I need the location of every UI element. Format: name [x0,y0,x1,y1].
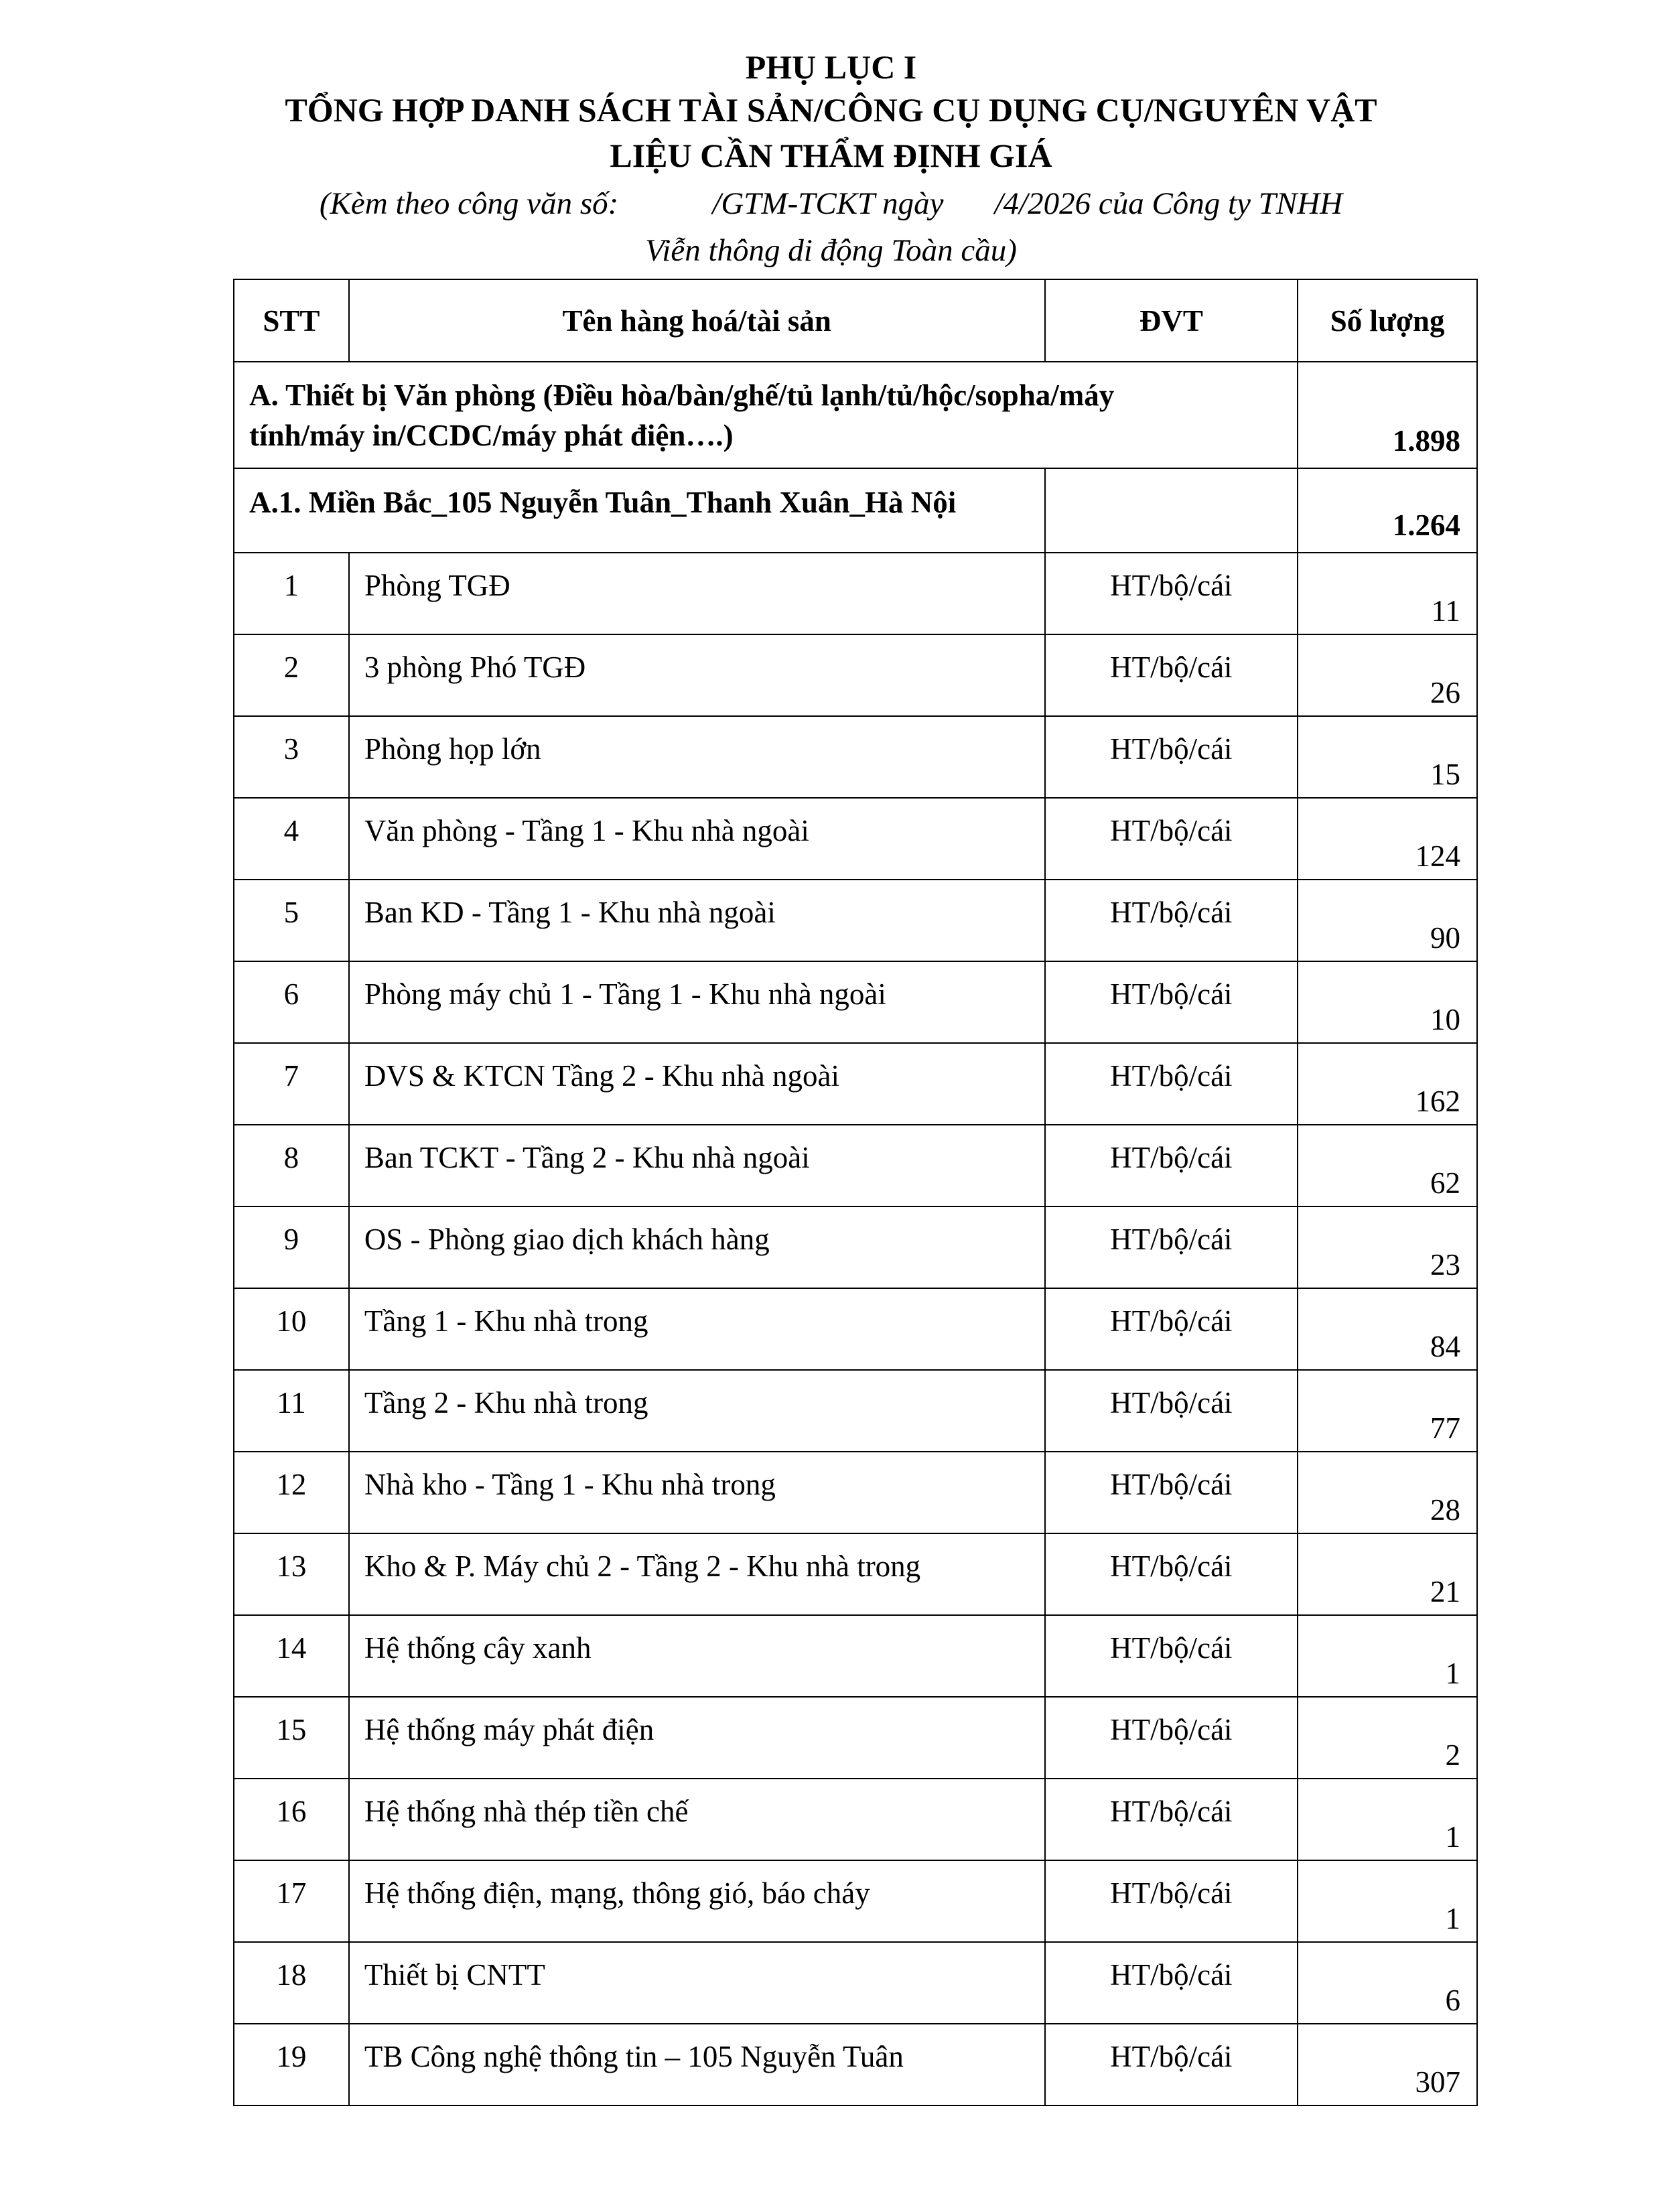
row-name: Phòng máy chủ 1 - Tầng 1 - Khu nhà ngoài [349,961,1045,1043]
row-name: Văn phòng - Tầng 1 - Khu nhà ngoài [349,798,1045,880]
row-stt: 5 [234,880,349,961]
row-qty: 21 [1298,1533,1477,1615]
table-row [234,1860,1477,1942]
row-stt: 1 [234,553,349,634]
row-qty: 1 [1298,1860,1477,1942]
appendix-title: PHỤ LỤC I [745,48,917,86]
row-stt: 8 [234,1125,349,1206]
row-qty: 77 [1298,1370,1477,1452]
header-qty: Số lượng [1298,279,1477,362]
table-row [234,553,1477,634]
section-a1-label [234,468,1045,553]
table-row [234,1615,1477,1697]
row-unit: HT/bộ/cái [1045,716,1298,798]
row-stt: 18 [234,1942,349,2024]
table-row [234,1206,1477,1288]
row-qty: 1 [1298,1615,1477,1697]
row-unit: HT/bộ/cái [1045,1942,1298,2024]
row-qty: 2 [1298,1697,1477,1779]
section-a1-unit-empty [1045,468,1298,553]
row-stt: 10 [234,1288,349,1370]
row-qty: 162 [1298,1043,1477,1125]
row-name: TB Công nghệ thông tin – 105 Nguyễn Tuân [349,2024,1045,2105]
row-name: 3 phòng Phó TGĐ [349,634,1045,716]
row-stt: 9 [234,1206,349,1288]
row-stt: 15 [234,1697,349,1779]
reference-prefix: (Kèm theo công văn số: [319,186,619,221]
row-unit: HT/bộ/cái [1045,1697,1298,1779]
table-header-row [234,279,1477,362]
section-a1-text: A.1. Miền Bắc_105 Nguyễn Tuân_Thanh Xuân_Hà Nội [249,486,957,519]
reference-line-1 [0,182,1662,225]
row-stt: 11 [234,1370,349,1452]
row-qty: 15 [1298,716,1477,798]
row-name: Tầng 1 - Khu nhà trong [349,1288,1045,1370]
row-qty: 84 [1298,1288,1477,1370]
row-unit: HT/bộ/cái [1045,1125,1298,1206]
row-stt: 17 [234,1860,349,1942]
row-stt: 6 [234,961,349,1043]
row-name: Ban KD - Tầng 1 - Khu nhà ngoài [349,880,1045,961]
row-stt: 4 [234,798,349,880]
table-row [234,880,1477,961]
row-unit: HT/bộ/cái [1045,553,1298,634]
table-row [234,1533,1477,1615]
row-unit: HT/bộ/cái [1045,1779,1298,1860]
section-a-line-1: A. Thiết bị Văn phòng (Điều hòa/bàn/ghế/tủ lạnh/tủ/hộc/sopha/máy [249,378,1115,412]
row-stt: 13 [234,1533,349,1615]
row-name: Hệ thống máy phát điện [349,1697,1045,1779]
row-qty: 26 [1298,634,1477,716]
asset-table [233,279,1478,2106]
row-qty: 307 [1298,2024,1477,2105]
row-name: DVS & KTCN Tầng 2 - Khu nhà ngoài [349,1043,1045,1125]
row-stt: 3 [234,716,349,798]
header-stt: STT [234,279,349,362]
reference-date-company: /4/2026 của Công ty TNHH [994,186,1343,221]
document-heading-line-2: LIỆU CẦN THẨM ĐỊNH GIÁ [610,137,1052,174]
header-name: Tên hàng hoá/tài sản [349,279,1045,362]
table-row [234,1942,1477,2024]
section-a1-row [234,468,1477,553]
row-qty: 11 [1298,553,1477,634]
row-unit: HT/bộ/cái [1045,1860,1298,1942]
section-a-qty: 1.898 [1298,362,1477,468]
row-unit: HT/bộ/cái [1045,634,1298,716]
table-row [234,1043,1477,1125]
table-row [234,1452,1477,1533]
row-stt: 7 [234,1043,349,1125]
row-qty: 6 [1298,1942,1477,2024]
row-qty: 90 [1298,880,1477,961]
reference-code: /GTM-TCKT ngày [712,186,944,221]
table-row [234,1697,1477,1779]
row-name: Hệ thống cây xanh [349,1615,1045,1697]
row-unit: HT/bộ/cái [1045,1452,1298,1533]
table-row [234,798,1477,880]
reference-line-2: Viễn thông di động Toàn cầu) [645,233,1017,268]
row-name: OS - Phòng giao dịch khách hàng [349,1206,1045,1288]
section-a1-qty: 1.264 [1298,468,1477,553]
row-name: Nhà kho - Tầng 1 - Khu nhà trong [349,1452,1045,1533]
table-row [234,1779,1477,1860]
row-unit: HT/bộ/cái [1045,1288,1298,1370]
table-row [234,1125,1477,1206]
row-name: Phòng họp lớn [349,716,1045,798]
row-unit: HT/bộ/cái [1045,2024,1298,2105]
section-a-row [234,362,1477,468]
row-qty: 1 [1298,1779,1477,1860]
header-unit: ĐVT [1045,279,1298,362]
section-a-line-2: tính/máy in/CCDC/máy phát điện….) [249,418,734,452]
row-name: Thiết bị CNTT [349,1942,1045,2024]
row-name: Phòng TGĐ [349,553,1045,634]
row-name: Tầng 2 - Khu nhà trong [349,1370,1045,1452]
table-row [234,1288,1477,1370]
row-unit: HT/bộ/cái [1045,1043,1298,1125]
section-a-label [234,362,1298,468]
row-qty: 124 [1298,798,1477,880]
row-qty: 23 [1298,1206,1477,1288]
row-unit: HT/bộ/cái [1045,961,1298,1043]
row-qty: 28 [1298,1452,1477,1533]
row-unit: HT/bộ/cái [1045,880,1298,961]
table-row [234,961,1477,1043]
row-qty: 10 [1298,961,1477,1043]
row-name: Hệ thống điện, mạng, thông gió, báo cháy [349,1860,1045,1942]
table-row [234,2024,1477,2105]
row-stt: 19 [234,2024,349,2105]
row-stt: 12 [234,1452,349,1533]
row-stt: 16 [234,1779,349,1860]
row-unit: HT/bộ/cái [1045,1615,1298,1697]
row-unit: HT/bộ/cái [1045,1206,1298,1288]
row-unit: HT/bộ/cái [1045,1533,1298,1615]
table-row [234,716,1477,798]
row-name: Hệ thống nhà thép tiền chế [349,1779,1045,1860]
document-heading-line-1: TỔNG HỢP DANH SÁCH TÀI SẢN/CÔNG CỤ DỤNG CỤ/NGUYÊN VẬT [285,91,1377,129]
row-unit: HT/bộ/cái [1045,798,1298,880]
row-unit: HT/bộ/cái [1045,1370,1298,1452]
row-name: Ban TCKT - Tầng 2 - Khu nhà ngoài [349,1125,1045,1206]
row-name: Kho & P. Máy chủ 2 - Tầng 2 - Khu nhà trong [349,1533,1045,1615]
row-qty: 62 [1298,1125,1477,1206]
table-row [234,634,1477,716]
table-row [234,1370,1477,1452]
row-stt: 2 [234,634,349,716]
row-stt: 14 [234,1615,349,1697]
